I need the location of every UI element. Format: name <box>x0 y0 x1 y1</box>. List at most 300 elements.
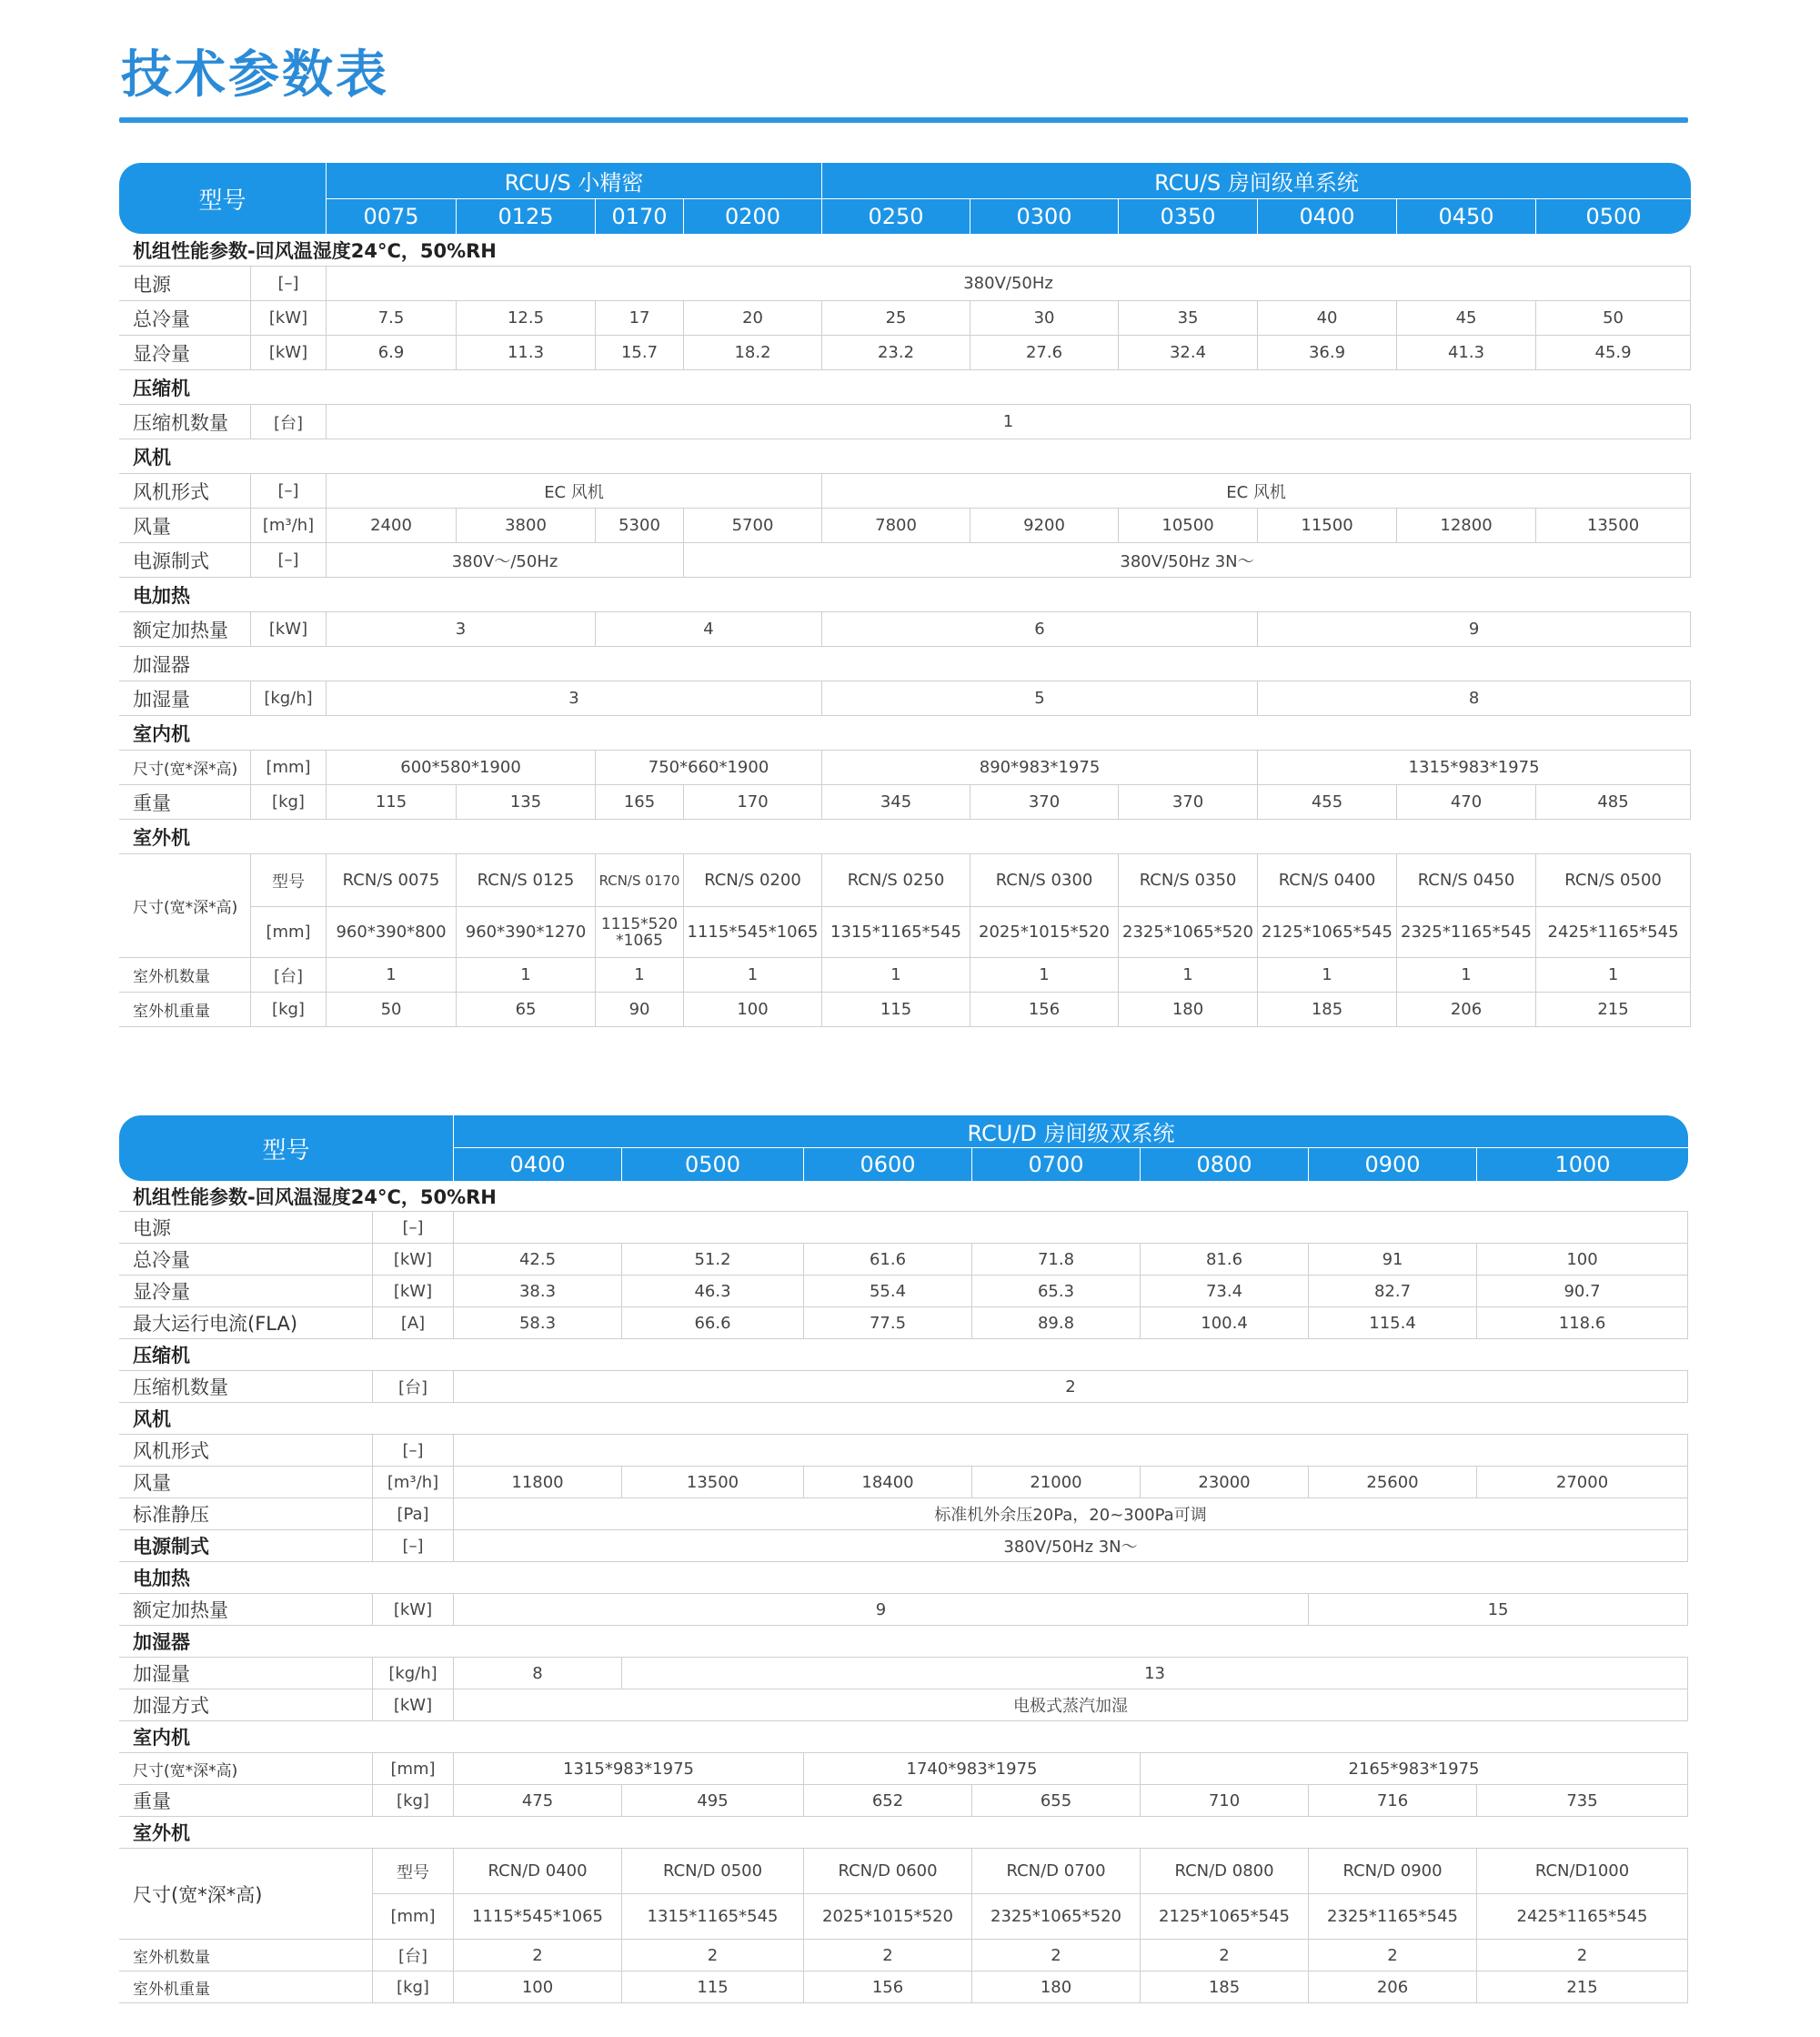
model-col-header: 0350 <box>1119 199 1258 234</box>
row-unit: [–] <box>372 1530 454 1562</box>
model-col-header: 0125 <box>457 199 596 234</box>
cell-value: 2425*1165*545 <box>1536 907 1691 958</box>
model-col-header: 0300 <box>970 199 1119 234</box>
cell-value: 7800 <box>822 509 970 543</box>
section-row <box>119 1562 1688 1594</box>
table-row <box>119 336 1691 370</box>
cell-value: 8 <box>1258 681 1691 716</box>
cell-value: 156 <box>804 1971 972 2003</box>
cell-value: 960*390*1270 <box>457 907 596 958</box>
row-label: 风量 <box>119 509 250 543</box>
cell-value: 27.6 <box>970 336 1119 370</box>
row-label: 电源 <box>119 1212 372 1244</box>
cell-value: RCN/D1000 <box>1477 1849 1688 1894</box>
cell-value: 9 <box>1258 612 1691 647</box>
table-row <box>119 1467 1688 1498</box>
row-unit: 型号 <box>250 854 327 907</box>
cell-value: 115 <box>327 785 457 820</box>
cell-value: RCN/S 0400 <box>1258 854 1397 907</box>
cell-value: 180 <box>972 1971 1141 2003</box>
model-col-header: 0700 <box>972 1148 1141 1181</box>
table-row <box>119 1689 1688 1721</box>
table-row <box>119 1435 1688 1467</box>
cell-value: 电极式蒸汽加湿 <box>454 1689 1688 1721</box>
table-row <box>119 612 1691 647</box>
cell-value: 17 <box>596 301 684 336</box>
row-label: 显冷量 <box>119 336 250 370</box>
section-performance: 机组性能参数-回风温湿度24°C，50%RH <box>119 1181 1688 1212</box>
cell-value: 1 <box>684 958 822 993</box>
row-label: 室外机重量 <box>119 1971 372 2003</box>
cell-value: 15.7 <box>596 336 684 370</box>
header-row-models <box>119 199 1691 234</box>
cell-value: 115.4 <box>1309 1307 1477 1339</box>
table-row <box>119 1212 1688 1244</box>
table-row <box>119 854 1691 907</box>
cell-value: 100 <box>454 1971 622 2003</box>
cell-value: 25 <box>822 301 970 336</box>
row-label: 压缩机数量 <box>119 1371 372 1403</box>
section-heater: 电加热 <box>119 1562 1688 1594</box>
cell-value: 65 <box>457 993 596 1027</box>
cell-value: 1 <box>327 405 1691 439</box>
cell-value: 455 <box>1258 785 1397 820</box>
cell-value: 135 <box>457 785 596 820</box>
cell-value: RCN/D 0800 <box>1141 1849 1309 1894</box>
cell-value: 2 <box>1141 1940 1309 1971</box>
row-unit: [kW] <box>250 336 327 370</box>
cell-value: 1 <box>822 958 970 993</box>
row-label: 标准静压 <box>119 1498 372 1530</box>
row-unit: [mm] <box>372 1753 454 1785</box>
row-unit: [kW] <box>372 1276 454 1307</box>
cell-value: 9200 <box>970 509 1119 543</box>
cell-value: 1 <box>1397 958 1536 993</box>
cell-value: 1 <box>327 958 457 993</box>
cell-value: 2425*1165*545 <box>1477 1894 1688 1940</box>
row-unit: [–] <box>372 1212 454 1244</box>
group-header-room-single: RCU/S 房间级单系统 <box>822 163 1691 199</box>
cell-value: RCN/S 0350 <box>1119 854 1258 907</box>
cell-value: 50 <box>327 993 457 1027</box>
cell-value: 6.9 <box>327 336 457 370</box>
cell-value: 61.6 <box>804 1244 972 1276</box>
cell-value: 735 <box>1477 1785 1688 1817</box>
cell-value: 165 <box>596 785 684 820</box>
cell-value: 206 <box>1397 993 1536 1027</box>
cell-value: 2025*1015*520 <box>970 907 1119 958</box>
cell-value: 600*580*1900 <box>327 751 596 785</box>
cell-value: 45 <box>1397 301 1536 336</box>
table-row <box>119 1307 1688 1339</box>
cell-value: 2025*1015*520 <box>804 1894 972 1940</box>
cell-value: 71.8 <box>972 1244 1141 1276</box>
row-unit: [–] <box>250 267 327 301</box>
cell-value: RCN/S 0125 <box>457 854 596 907</box>
row-label: 室外机重量 <box>119 993 250 1027</box>
spec-table-rcu-s <box>119 163 1691 1027</box>
cell-value: 5700 <box>684 509 822 543</box>
section-outdoor-unit: 室外机 <box>119 820 1691 854</box>
cell-value: 890*983*1975 <box>822 751 1258 785</box>
cell-value: 20 <box>684 301 822 336</box>
cell-value: RCN/S 0450 <box>1397 854 1536 907</box>
row-label: 风机形式 <box>119 1435 372 1467</box>
section-performance: 机组性能参数-回风温湿度24°C，50%RH <box>119 234 1691 267</box>
cell-value: 55.4 <box>804 1276 972 1307</box>
cell-value: 380V/50Hz 3N～ <box>454 1530 1688 1562</box>
group-header-room-dual: RCU/D 房间级双系统 <box>454 1115 1688 1148</box>
cell-value: 380V/50Hz <box>327 267 1691 301</box>
model-col-header: 0600 <box>804 1148 972 1181</box>
cell-value: 10500 <box>1119 509 1258 543</box>
cell-value: 27000 <box>1477 1467 1688 1498</box>
table-row <box>119 907 1691 958</box>
section-row <box>119 1339 1688 1371</box>
table-row <box>119 993 1691 1027</box>
cell-value: 4 <box>596 612 822 647</box>
cell-value: 12.5 <box>457 301 596 336</box>
cell-value: 1315*1165*545 <box>822 907 970 958</box>
cell-value: RCN/S 0200 <box>684 854 822 907</box>
cell-value: RCN/S 0300 <box>970 854 1119 907</box>
cell-value: 46.3 <box>622 1276 804 1307</box>
row-label: 尺寸(宽*深*高) <box>119 854 250 958</box>
cell-value: 58.3 <box>454 1307 622 1339</box>
table-row <box>119 1530 1688 1562</box>
cell-value: EC 风机 <box>822 474 1691 509</box>
table-row <box>119 1658 1688 1689</box>
model-col-header: 0200 <box>684 199 822 234</box>
cell-value: 18.2 <box>684 336 822 370</box>
row-unit: [Pa] <box>372 1498 454 1530</box>
cell-value: 2400 <box>327 509 457 543</box>
cell-value: 1115*545*1065 <box>684 907 822 958</box>
section-row <box>119 578 1691 612</box>
cell-value: EC 风机 <box>327 474 822 509</box>
cell-value: 1115*520 *1065 <box>596 907 684 958</box>
cell-value: 5 <box>822 681 1258 716</box>
cell-value: 100 <box>684 993 822 1027</box>
row-unit: [–] <box>372 1435 454 1467</box>
cell-value: 11.3 <box>457 336 596 370</box>
table-row <box>119 267 1691 301</box>
row-unit: [kg] <box>250 993 327 1027</box>
cell-value: 42.5 <box>454 1244 622 1276</box>
table-row <box>119 509 1691 543</box>
cell-value: 1 <box>1536 958 1691 993</box>
cell-value: 66.6 <box>622 1307 804 1339</box>
cell-value: 2165*983*1975 <box>1141 1753 1688 1785</box>
cell-value: 标准机外余压20Pa，20~300Pa可调 <box>454 1498 1688 1530</box>
section-humidifier: 加湿器 <box>119 1626 1688 1658</box>
cell-value: 30 <box>970 301 1119 336</box>
cell-value: 380V/50Hz 3N～ <box>684 543 1691 578</box>
section-outdoor-unit: 室外机 <box>119 1817 1688 1849</box>
section-row <box>119 647 1691 681</box>
section-humidifier: 加湿器 <box>119 647 1691 681</box>
cell-value: 475 <box>454 1785 622 1817</box>
model-col-header: 0500 <box>622 1148 804 1181</box>
row-unit: [mm] <box>250 907 327 958</box>
cell-value: RCN/D 0600 <box>804 1849 972 1894</box>
cell-value: 23.2 <box>822 336 970 370</box>
cell-value: 710 <box>1141 1785 1309 1817</box>
cell-value: 1 <box>596 958 684 993</box>
table-row <box>119 1371 1688 1403</box>
cell-value: 215 <box>1477 1971 1688 2003</box>
row-unit: [–] <box>250 474 327 509</box>
section-row <box>119 439 1691 474</box>
cell-value: 7.5 <box>327 301 457 336</box>
table-row <box>119 1594 1688 1626</box>
cell-value: 12800 <box>1397 509 1536 543</box>
model-col-header: 0400 <box>454 1148 622 1181</box>
cell-value: 38.3 <box>454 1276 622 1307</box>
cell-value: 1 <box>1119 958 1258 993</box>
section-row <box>119 1403 1688 1435</box>
title-divider <box>119 117 1688 123</box>
cell-value: 156 <box>970 993 1119 1027</box>
row-label: 风机形式 <box>119 474 250 509</box>
row-label: 加湿量 <box>119 681 250 716</box>
cell-value: 41.3 <box>1397 336 1536 370</box>
section-compressor: 压缩机 <box>119 1339 1688 1371</box>
model-col-header: 0250 <box>822 199 970 234</box>
cell-value: 370 <box>970 785 1119 820</box>
table-row <box>119 474 1691 509</box>
row-unit: [台] <box>250 958 327 993</box>
cell-value: 90 <box>596 993 684 1027</box>
cell-value: 750*660*1900 <box>596 751 822 785</box>
cell-value: 35 <box>1119 301 1258 336</box>
table-row <box>119 405 1691 439</box>
cell-value: 25600 <box>1309 1467 1477 1498</box>
model-col-header: 1000 <box>1477 1148 1688 1181</box>
cell-value <box>454 1435 1688 1467</box>
cell-value: 89.8 <box>972 1307 1141 1339</box>
row-unit: [kg] <box>372 1785 454 1817</box>
model-col-header: 0500 <box>1536 199 1691 234</box>
table-row <box>119 958 1691 993</box>
cell-value: 65.3 <box>972 1276 1141 1307</box>
cell-value: 13500 <box>1536 509 1691 543</box>
section-row <box>119 1721 1688 1753</box>
cell-value: 1315*983*1975 <box>454 1753 804 1785</box>
cell-value: 13500 <box>622 1467 804 1498</box>
row-unit: [kg] <box>372 1971 454 2003</box>
cell-value: RCN/S 0250 <box>822 854 970 907</box>
spec-table-rcu-d <box>119 1115 1688 2003</box>
cell-value: 485 <box>1536 785 1691 820</box>
row-label: 电源制式 <box>119 1530 372 1562</box>
cell-value: 2125*1065*545 <box>1141 1894 1309 1940</box>
cell-value: 3 <box>327 681 822 716</box>
model-col-header: 0900 <box>1309 1148 1477 1181</box>
cell-value: 3 <box>327 612 596 647</box>
row-label: 尺寸(宽*深*高) <box>119 1753 372 1785</box>
cell-value: RCN/D 0400 <box>454 1849 622 1894</box>
section-fan: 风机 <box>119 439 1691 474</box>
cell-value: 2325*1065*520 <box>1119 907 1258 958</box>
row-label: 最大运行电流(FLA) <box>119 1307 372 1339</box>
cell-value: 1 <box>970 958 1119 993</box>
row-label: 尺寸(宽*深*高) <box>119 751 250 785</box>
cell-value: 73.4 <box>1141 1276 1309 1307</box>
page-title: 技术参数表 <box>121 45 389 105</box>
table-row <box>119 1849 1688 1894</box>
cell-value: 45.9 <box>1536 336 1691 370</box>
cell-value: 115 <box>622 1971 804 2003</box>
cell-value: 77.5 <box>804 1307 972 1339</box>
cell-value: 170 <box>684 785 822 820</box>
cell-value: 91 <box>1309 1244 1477 1276</box>
section-fan: 风机 <box>119 1403 1688 1435</box>
cell-value: 8 <box>454 1658 622 1689</box>
model-col-header: 0170 <box>596 199 684 234</box>
cell-value: 3800 <box>457 509 596 543</box>
row-label: 室外机数量 <box>119 1940 372 1971</box>
cell-value: 185 <box>1141 1971 1309 2003</box>
section-indoor-unit: 室内机 <box>119 1721 1688 1753</box>
cell-value: RCN/D 0700 <box>972 1849 1141 1894</box>
cell-value: 716 <box>1309 1785 1477 1817</box>
cell-value: RCN/S 0500 <box>1536 854 1691 907</box>
table-row <box>119 1971 1688 2003</box>
row-label: 显冷量 <box>119 1276 372 1307</box>
cell-value: 11800 <box>454 1467 622 1498</box>
cell-value: 370 <box>1119 785 1258 820</box>
cell-value: 1115*545*1065 <box>454 1894 622 1940</box>
cell-value <box>454 1212 1688 1244</box>
cell-value: 18400 <box>804 1467 972 1498</box>
row-label: 额定加热量 <box>119 1594 372 1626</box>
table-row <box>119 1753 1688 1785</box>
section-row <box>119 1817 1688 1849</box>
table-row <box>119 751 1691 785</box>
cell-value: 1 <box>1258 958 1397 993</box>
cell-value: 50 <box>1536 301 1691 336</box>
row-unit: [台] <box>250 405 327 439</box>
table-row <box>119 301 1691 336</box>
row-unit: [kW] <box>250 301 327 336</box>
table-row <box>119 1276 1688 1307</box>
table-row <box>119 1785 1688 1817</box>
row-label: 尺寸(宽*深*高) <box>119 1849 372 1940</box>
row-unit: [A] <box>372 1307 454 1339</box>
table-row <box>119 785 1691 820</box>
row-unit: [台] <box>372 1940 454 1971</box>
cell-value: 2 <box>454 1940 622 1971</box>
cell-value: RCN/S 0170 <box>596 854 684 907</box>
cell-value: 2325*1065*520 <box>972 1894 1141 1940</box>
cell-value: 15 <box>1309 1594 1688 1626</box>
group-header-small: RCU/S 小精密 <box>327 163 822 199</box>
cell-value: 495 <box>622 1785 804 1817</box>
row-unit: [kW] <box>372 1689 454 1721</box>
row-unit: [m³/h] <box>250 509 327 543</box>
section-compressor: 压缩机 <box>119 370 1691 405</box>
model-header: 型号 <box>119 1115 454 1181</box>
cell-value: 2 <box>804 1940 972 1971</box>
model-col-header: 0075 <box>327 199 457 234</box>
row-label: 室外机数量 <box>119 958 250 993</box>
row-unit: [台] <box>372 1371 454 1403</box>
row-unit: [m³/h] <box>372 1467 454 1498</box>
cell-value: 1315*1165*545 <box>622 1894 804 1940</box>
cell-value: 1740*983*1975 <box>804 1753 1141 1785</box>
row-unit: [mm] <box>250 751 327 785</box>
cell-value: 1 <box>457 958 596 993</box>
row-label: 电源制式 <box>119 543 250 578</box>
cell-value: 82.7 <box>1309 1276 1477 1307</box>
model-header: 型号 <box>119 163 327 234</box>
cell-value: 36.9 <box>1258 336 1397 370</box>
row-label: 电源 <box>119 267 250 301</box>
cell-value: 81.6 <box>1141 1244 1309 1276</box>
row-unit: [kg] <box>250 785 327 820</box>
cell-value: 115 <box>822 993 970 1027</box>
cell-value: 13 <box>622 1658 1688 1689</box>
cell-value: 180 <box>1119 993 1258 1027</box>
header-row-groups <box>119 1115 1688 1148</box>
cell-value: 2 <box>454 1371 1688 1403</box>
cell-value: 652 <box>804 1785 972 1817</box>
section-row <box>119 820 1691 854</box>
cell-value: 215 <box>1536 993 1691 1027</box>
row-unit: [kW] <box>250 612 327 647</box>
cell-value: 9 <box>454 1594 1309 1626</box>
cell-value: 21000 <box>972 1467 1141 1498</box>
section-row <box>119 1181 1688 1212</box>
cell-value: 380V～/50Hz <box>327 543 684 578</box>
header-row-groups <box>119 163 1691 199</box>
table-row <box>119 1940 1688 1971</box>
table-row <box>119 1244 1688 1276</box>
cell-value: 100 <box>1477 1244 1688 1276</box>
cell-value: 185 <box>1258 993 1397 1027</box>
row-label: 总冷量 <box>119 1244 372 1276</box>
row-label: 重量 <box>119 785 250 820</box>
cell-value: 5300 <box>596 509 684 543</box>
cell-value: 470 <box>1397 785 1536 820</box>
cell-value: 345 <box>822 785 970 820</box>
table-row <box>119 543 1691 578</box>
cell-value: 2 <box>972 1940 1141 1971</box>
row-unit: [kg/h] <box>250 681 327 716</box>
model-col-header: 0450 <box>1397 199 1536 234</box>
section-heater: 电加热 <box>119 578 1691 612</box>
cell-value: 2325*1165*545 <box>1397 907 1536 958</box>
cell-value: 2325*1165*545 <box>1309 1894 1477 1940</box>
cell-value: 960*390*800 <box>327 907 457 958</box>
row-unit: [kg/h] <box>372 1658 454 1689</box>
cell-value: 2 <box>1477 1940 1688 1971</box>
cell-value: 118.6 <box>1477 1307 1688 1339</box>
cell-value: 51.2 <box>622 1244 804 1276</box>
table-row <box>119 1498 1688 1530</box>
cell-value: RCN/D 0900 <box>1309 1849 1477 1894</box>
cell-value: 206 <box>1309 1971 1477 2003</box>
table-row <box>119 681 1691 716</box>
cell-value: 100.4 <box>1141 1307 1309 1339</box>
section-row <box>119 234 1691 267</box>
section-row <box>119 716 1691 751</box>
cell-value: 23000 <box>1141 1467 1309 1498</box>
row-label: 总冷量 <box>119 301 250 336</box>
section-row <box>119 1626 1688 1658</box>
cell-value: 90.7 <box>1477 1276 1688 1307</box>
